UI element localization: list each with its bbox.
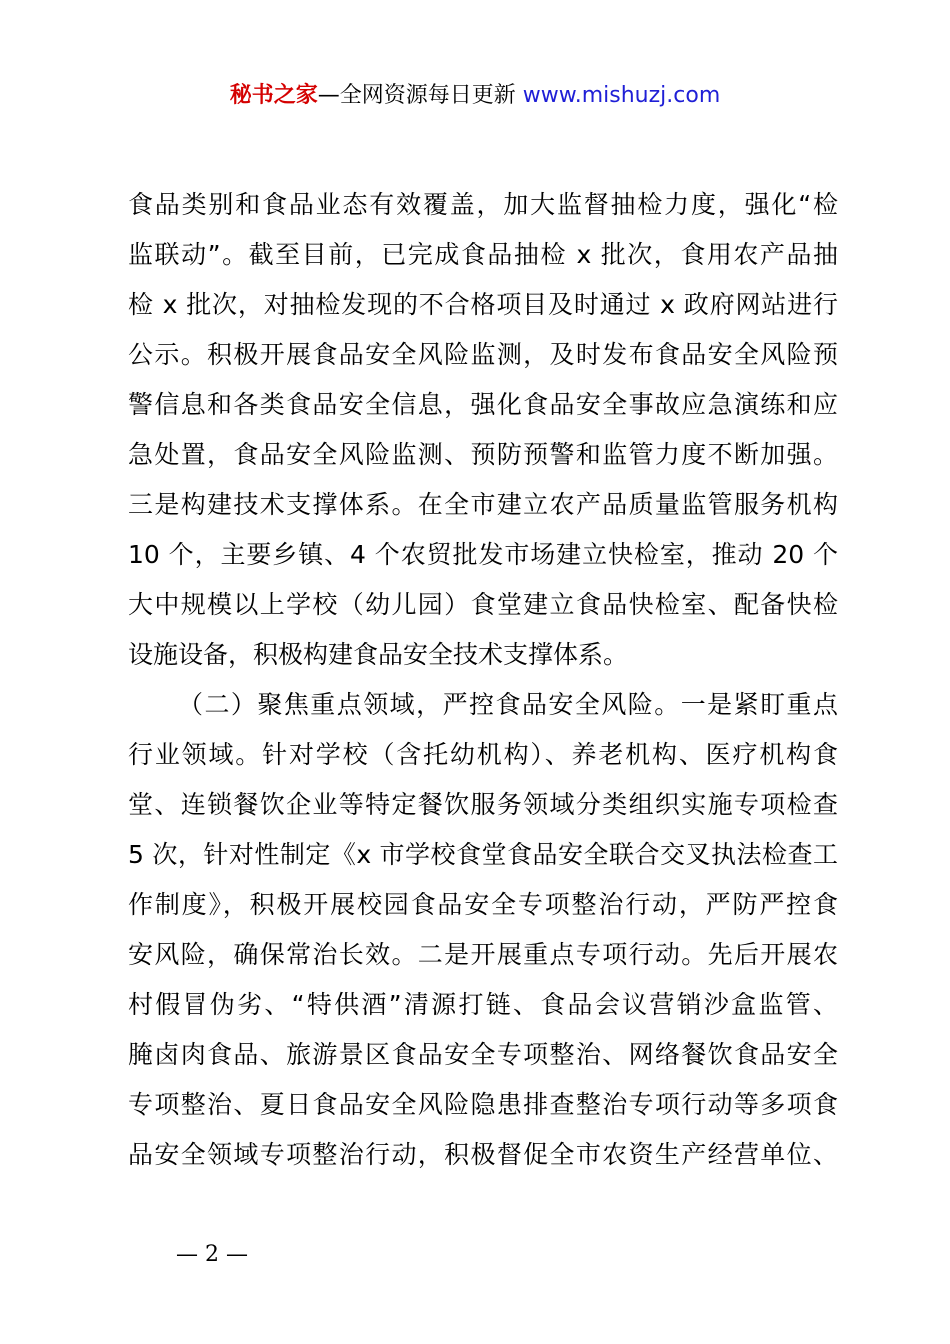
body-line: 大中规模以上学校（幼儿园）食堂建立食品快检室、配备快检 xyxy=(128,590,838,619)
header-brand: 秘书之家 xyxy=(229,83,318,108)
body-line: 检 x 批次，对抽检发现的不合格项目及时通过 x 政府网站进行 xyxy=(128,290,838,319)
page-number: — 2 — xyxy=(176,1242,248,1267)
body-line: 村假冒伪劣、“特供酒”清源打链、食品会议营销沙盒监管、 xyxy=(128,990,838,1019)
body-line: 品安全领域专项整治行动，积极督促全市农资生产经营单位、 xyxy=(128,1140,838,1169)
body-line: 公示。积极开展食品安全风险监测，及时发布食品安全风险预 xyxy=(128,340,838,369)
body-line: 行业领域。针对学校（含托幼机构）、养老机构、医疗机构食 xyxy=(128,740,838,769)
body-line: 三是构建技术支撑体系。在全市建立农产品质量监管服务机构 xyxy=(128,490,838,519)
body-line: 专项整治、夏日食品安全风险隐患排查整治专项行动等多项食 xyxy=(128,1090,838,1119)
body-line: 腌卤肉食品、旅游景区食品安全专项整治、网络餐饮食品安全 xyxy=(128,1040,838,1069)
body-line: 警信息和各类食品安全信息，强化食品安全事故应急演练和应 xyxy=(128,390,838,419)
header-site-link[interactable]: www.mishuzj.com xyxy=(522,83,721,108)
body-line: 监联动”。截至目前，已完成食品抽检 x 批次，食用农产品抽 xyxy=(128,240,838,269)
body-line: 作制度》，积极开展校园食品安全专项整治行动，严防严控食 xyxy=(128,890,838,919)
body-line: 堂、连锁餐饮企业等特定餐饮服务领域分类组织实施专项检查 xyxy=(128,790,838,819)
body-line: 急处置，食品安全风险监测、预防预警和监管力度不断加强。 xyxy=(128,440,838,469)
body-line: 设施设备，积极构建食品安全技术支撑体系。 xyxy=(128,640,629,669)
section-heading-line: （二）聚焦重点领域，严控食品安全风险。一是紧盯重点 xyxy=(178,690,838,719)
body-line: 10 个，主要乡镇、4 个农贸批发市场建立快检室，推动 20 个 xyxy=(128,540,838,569)
header-tagline: —全网资源每日更新 xyxy=(317,83,516,108)
body-line: 5 次，针对性制定《x 市学校食堂食品安全联合交叉执法检查工 xyxy=(128,840,838,869)
body-line: 食品类别和食品业态有效覆盖，加大监督抽检力度，强化“检 xyxy=(128,190,838,219)
body-line: 安风险，确保常治长效。二是开展重点专项行动。先后开展农 xyxy=(128,940,838,969)
